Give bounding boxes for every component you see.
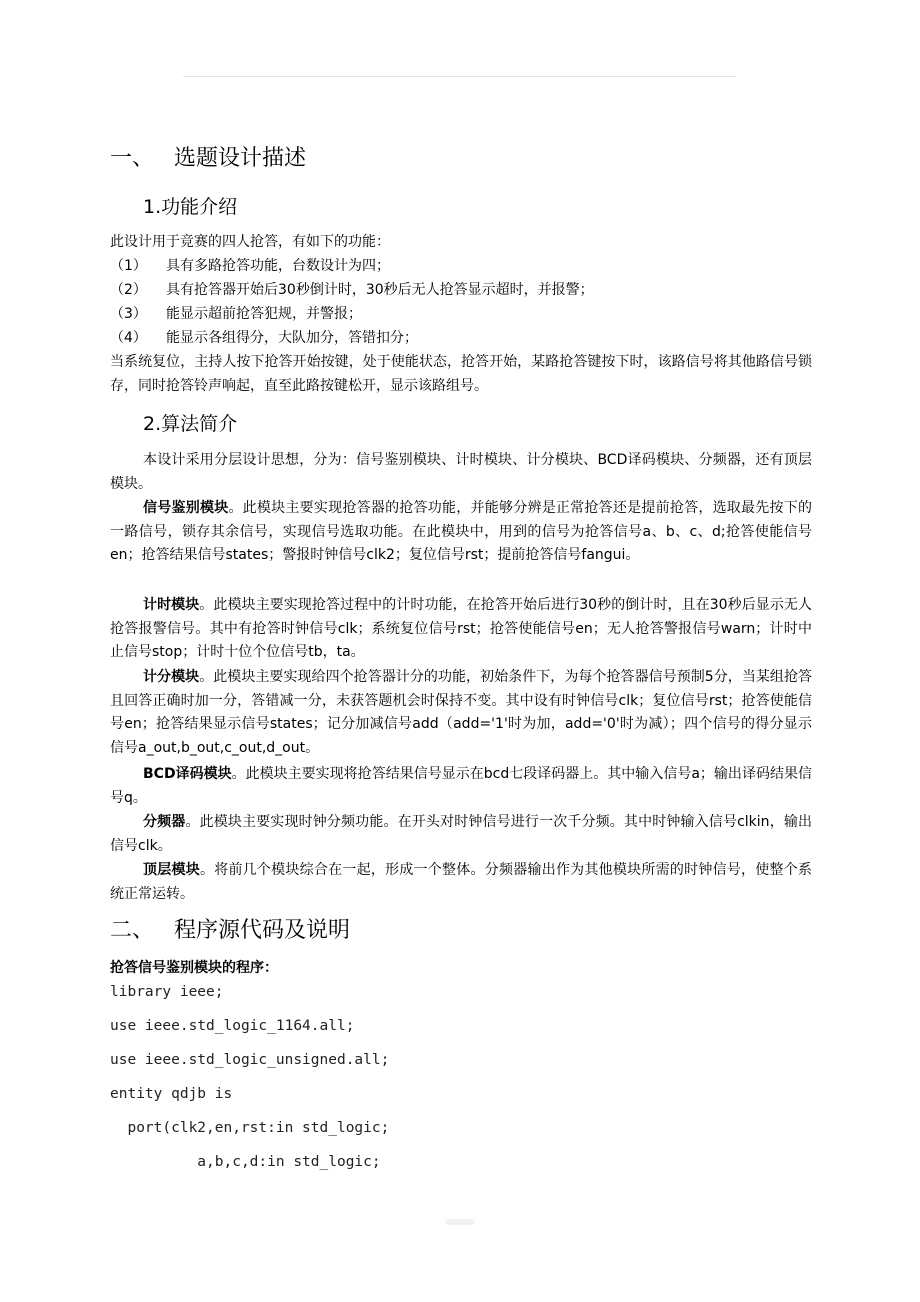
subsection-2-heading: 2.算法简介	[143, 413, 238, 435]
module-description: 。此模块主要实现抢答过程中的计时功能，在抢答开始后进行30秒的倒计时，且在30秒后显示无人抢答报警信号。其中有抢答时钟信号clk；系统复位信号rst；抢答使能信号en；无人抢答警报信号warn；计时中止信号stop；计时十位个位信号tb，ta。	[110, 597, 812, 660]
feature-text: 能显示超前抢答犯规，并警报；	[166, 306, 362, 322]
feature-number: （3）	[110, 306, 147, 322]
section-2-heading	[110, 917, 350, 945]
section-2-title: 程序源代码及说明	[174, 918, 351, 943]
footer-mark	[445, 1219, 475, 1225]
code-line: library ieee;	[110, 984, 224, 1000]
feature-item	[110, 303, 362, 327]
feature-text: 具有多路抢答功能，台数设计为四；	[166, 258, 390, 274]
module-name: BCD译码模块	[143, 766, 232, 782]
module-description: 。将前几个模块综合在一起，形成一个整体。分频器输出作为其他模块所需的时钟信号，使整个系统正常运转。	[110, 862, 813, 902]
feature-number: （2）	[110, 282, 147, 298]
module-description: 。此模块主要实现抢答器的抢答功能，并能够分辨是正常抢答还是提前抢答，选取最先按下的一路信号，锁存其余信号，实现信号选取功能。在此模块中，用到的信号为抢答信号a、b、c、d;抢答使能信号en；抢答结果信号states；警报时钟信号clk2；复位信号rst；提前抢答信号fangui。	[110, 500, 813, 563]
code-line: use ieee.std_logic_unsigned.all;	[110, 1052, 390, 1068]
feature-number: （1）	[110, 258, 147, 274]
header-rule	[183, 76, 736, 77]
code-line: entity qdjb is	[110, 1086, 233, 1102]
module-paragraph	[110, 811, 812, 858]
feature-text: 具有抢答器开始后30秒倒计时，30秒后无人抢答显示超时，并报警；	[166, 282, 594, 298]
module-name: 顶层模块	[143, 862, 200, 878]
module-name: 信号鉴别模块	[143, 500, 229, 516]
algorithm-intro: 本设计采用分层设计思想，分为：信号鉴别模块、计时模块、计分模块、BCD译码模块、分频器，还有顶层模块。	[110, 452, 812, 492]
section-1-number: 一、	[110, 146, 155, 171]
feature-item	[110, 255, 390, 279]
section-2-number: 二、	[110, 918, 155, 943]
code-line: a,b,c,d:in std_logic;	[110, 1154, 381, 1170]
module-paragraph	[110, 666, 812, 760]
module-name: 计分模块	[143, 669, 200, 685]
intro-line: 此设计用于竞赛的四人抢答，有如下的功能：	[110, 234, 390, 250]
reset-paragraph: 当系统复位，主持人按下抢答开始按键，处于使能状态，抢答开始，某路抢答键按下时，该路信号将其他路信号锁存，同时抢答铃声响起，直至此路按键松开，显示该路组号。	[110, 354, 812, 394]
feature-item	[110, 327, 418, 351]
feature-number: （4）	[110, 330, 147, 346]
module-description: 。此模块主要实现将抢答结果信号显示在bcd七段译码器上。其中输入信号a；输出译码结果信号q。	[110, 766, 812, 806]
subsection-1-heading: 1.功能介绍	[143, 196, 238, 218]
module-paragraph	[110, 859, 812, 906]
module-description: 。此模块主要实现给四个抢答器计分的功能，初始条件下，为每个抢答器信号预制5分，当某组抢答且回答正确时加一分，答错减一分，未获答题机会时保持不变。其中设有时钟信号clk；复位信号rst；抢答使能信号en；抢答结果显示信号states；记分加减信号add（add='1'时为加，add='0'时为减）；四个信号的得分显示信号a_out,b_out,c_out,d_out。	[110, 669, 813, 756]
feature-item	[110, 279, 594, 303]
module-paragraph	[110, 763, 812, 810]
feature-text: 能显示各组得分，大队加分，答错扣分；	[166, 330, 418, 346]
module-description: 。此模块主要实现时钟分频功能。在开头对时钟信号进行一次千分频。其中时钟输入信号clkin，输出信号clk。	[110, 814, 812, 854]
module-name: 计时模块	[143, 597, 200, 613]
code-line: port(clk2,en,rst:in std_logic;	[110, 1120, 390, 1136]
module-paragraph	[110, 594, 812, 665]
section-1-heading	[110, 145, 306, 173]
module-name: 分频器	[143, 814, 186, 830]
code-line: use ieee.std_logic_1164.all;	[110, 1018, 355, 1034]
module-paragraph	[110, 497, 812, 568]
section-1-title: 选题设计描述	[174, 146, 307, 171]
code-heading: 抢答信号鉴别模块的程序：	[110, 960, 278, 976]
